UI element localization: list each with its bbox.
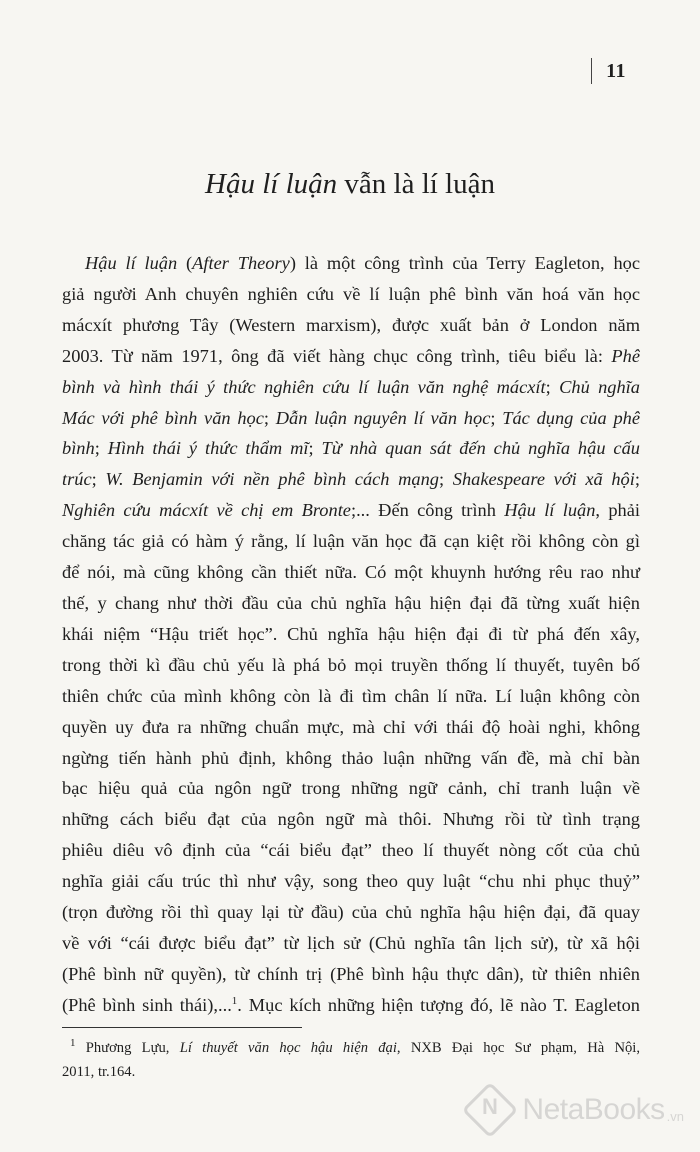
text-span: ; [263,407,276,428]
text-span: , phải [595,500,640,521]
text-line: chăng tác giả có hàm ý rằng, lí luận văn học đã cạn kiệt rồi không còn gì [62,531,640,552]
text-span: ; [545,376,560,397]
text-span: (Phê bình sinh thái),... [62,994,232,1015]
footnote-title: Lí thuyết văn học hậu hiện đại [179,1040,397,1056]
text-line: để nói, mà cũng không cần thiết nữa. Có một khuynh hướng rêu rao như [62,562,640,583]
text-line: khái niệm “Hậu triết học”. Chủ nghĩa hậu hiện đại đi từ phá đến xây, [62,623,640,644]
text-line: nghĩa giải cấu trúc thì như vậy, song theo quy luật “chu nhi phục thuỷ” [62,871,640,892]
italic-title: bình [62,438,95,459]
italic-title: Phê [611,345,640,366]
text-line [62,341,640,372]
text-span: ) là một công trình của Terry Eagleton, học [289,253,640,273]
text-line: những cách biểu đạt của ngôn ngữ mà thôi. Nhưng rồi từ tình trạng [62,809,640,830]
italic-title: Dẫn luận nguyên lí văn học [275,407,491,428]
italic-title: Mác với phê bình văn học [62,407,264,428]
text-span: ( [177,253,193,273]
italic-title: Từ nhà quan sát đến chủ nghĩa hậu cấu [321,438,640,459]
text-line: (Phê bình nữ quyền), từ chính trị (Phê bình hậu thực dân), từ thiên nhiên [62,963,640,984]
text-line [62,495,640,526]
text-span: ; [94,438,108,459]
page-header [591,58,626,84]
text-line [62,372,640,403]
text-line: trong thời kì đầu chủ yếu là phá bỏ mọi truyền thống lí thuyết, tuyên bố [62,654,640,675]
footnote-marker: 1 [70,1037,76,1050]
italic-term: Hậu lí luận [85,253,178,273]
body-paragraph [62,248,640,1021]
watermark-brand: NetaBooks [522,1093,665,1126]
text-line: quyền uy đưa ra những chuẩn mực, mà chỉ với thái độ hoài nghi, không [62,716,640,737]
italic-term: After Theory [192,253,290,273]
text-line: (trọn đường rồi thì quay lại từ đầu) của chủ nghĩa hậu hiện đại, đã quay [62,902,640,923]
italic-title: Hình thái ý thức thẩm mĩ [107,438,309,459]
text-line: phiêu diêu vô định của “cái biểu đạt” theo lí thuyết nòng cốt của chủ [62,840,640,861]
footnote-author: Phương Lựu, [75,1040,180,1056]
chapter-title-italic: Hậu lí luận [205,168,338,200]
text-line [62,248,640,279]
text-span: ; [439,469,453,490]
text-span: ; [308,438,322,459]
text-line [62,464,640,495]
chapter-title-rest: vẫn là lí luận [337,168,495,200]
italic-title: Nghiên cứu mácxít về chị em Bronte [62,500,351,521]
italic-title: Hậu lí luận [504,500,596,521]
italic-title: Shakespeare với xã hội [452,469,635,490]
text-line: giả người Anh chuyên nghiên cứu về lí luận phê bình văn hoá văn học [62,283,640,304]
watermark [470,1090,684,1130]
text-span: ; [490,407,503,428]
italic-title: trúc [62,469,92,490]
footnote [62,1036,640,1084]
text-span: ;... Đến công trình [350,500,505,521]
italic-title: W. Benjamin với nền phê bình cách mạng [105,469,439,490]
text-span: . Mục kích những hiện tượng đó, lẽ nào T. Eagleton [237,994,640,1015]
footnote-reference[interactable]: 1 [231,994,238,1007]
page-number: 11 [606,59,626,82]
text-span: ; [634,469,640,490]
footnote-publisher: , NXB Đại học Sư phạm, Hà Nội, [396,1040,641,1056]
header-divider [591,58,592,84]
footnote-line [62,1036,640,1060]
text-line [62,433,640,464]
netabooks-logo-icon [462,1082,519,1139]
chapter-title [0,168,700,201]
text-line: bạc hiệu quả của ngôn ngữ trong những ngữ cảnh, chỉ tranh luận về [62,778,640,799]
watermark-suffix: .vn [666,1109,684,1124]
footnote-divider [62,1027,302,1028]
text-line: ngừng tiến hành phủ định, không thảo luận những vấn đề, mà chỉ bàn [62,747,640,768]
text-line: thế, y chang như thời đầu của chủ nghĩa hậu hiện đại đã từng xuất hiện [62,592,640,613]
text-line [62,990,640,1021]
italic-title: Tác dụng của phê [502,407,640,428]
italic-title: Chủ nghĩa [559,376,640,397]
italic-title: bình và hình thái ý thức nghiên cứu lí luận văn nghệ mácxít [62,376,546,397]
text-line: mácxít phương Tây (Western marxism), được xuất bản ở London năm [62,314,640,335]
text-line: thiên chức của mình không còn là đi tìm chân lí nữa. Lí luận không còn [62,685,640,706]
text-span: ; [91,469,106,490]
text-line [62,403,640,434]
footnote-line: 2011, tr.164. [62,1064,136,1080]
text-span: 2003. Từ năm 1971, ông đã viết hàng chục công trình, tiêu biểu là: [62,345,612,366]
text-line: về với “cái được biểu đạt” từ lịch sử (Chủ nghĩa tân lịch sử), từ xã hội [62,932,640,953]
